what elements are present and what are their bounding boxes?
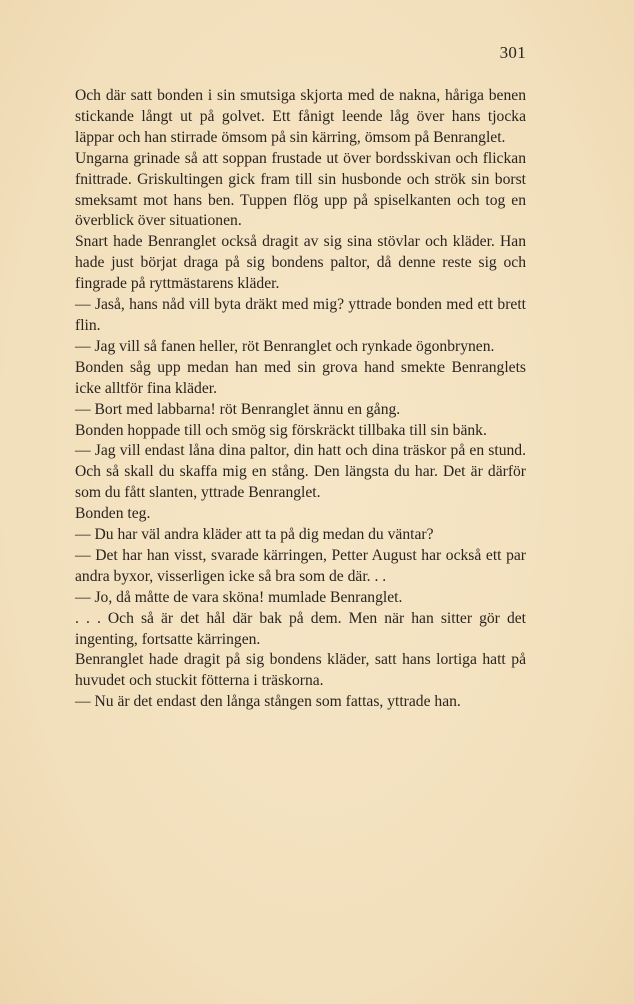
paragraph: Ungarna grinade så att soppan frustade ut över bordsskivan och flickan fnittrade. Griskultingen gick fram till sin husbonde och strök sin borst smeksamt mot hans ben. Tuppen flög upp på spiselkanten och tog en överblick över situationen. (75, 149, 526, 230)
page-number: 301 (499, 43, 526, 62)
paragraph: — Bort med labbarna! röt Benranglet ännu en gång. (75, 400, 401, 418)
paragraph: Snart hade Benranglet också dragit av sig sina stövlar och kläder. Han hade just börjat draga på sig bondens paltor, då denne reste sig och fingrade på ryttmästarens kläder. (75, 233, 526, 293)
paragraph: Bonden teg. (75, 505, 151, 523)
paragraph: — Jo, då måtte de vara sköna! mumlade Benranglet. (75, 588, 403, 606)
body-text (75, 86, 526, 713)
paragraph: — Det har han visst, svarade kärringen, Petter August har också ett par andra byxor, visserligen icke så bra som de där. . . (75, 546, 526, 585)
paragraph: — Jag vill endast låna dina paltor, din hatt och dina träskor på en stund. Och så skall du skaffa mig en stång. Den längsta du har. Det är därför som du fått slanten, yttrade Benranglet. (75, 442, 526, 502)
paragraph: — Du har väl andra kläder att ta på dig medan du väntar? (75, 526, 434, 544)
paragraph: — Jag vill så fanen heller, röt Benranglet och rynkade ögonbrynen. (75, 337, 495, 355)
paragraph: . . . Och så är det hål där bak på dem. Men när han sitter gör det ingenting, fortsatte kärringen. (75, 609, 526, 648)
paragraph: Och där satt bonden i sin smutsiga skjorta med de nakna, håriga benen stickande långt ut på golvet. Ett fånigt leende låg över hans tjocka läppar och han stirrade ömsom på sin kärring, ömsom på Benranglet. (75, 87, 526, 146)
paragraph: Benranglet hade dragit på sig bondens kläder, satt hans lortiga hatt på huvudet och stuckit fötterna i träskorna. (75, 651, 526, 690)
paragraph: — Jaså, hans nåd vill byta dräkt med mig? yttrade bonden med ett brett flin. (75, 296, 526, 334)
paragraph: Bonden såg upp medan han med sin grova hand smekte Benranglets icke alltför fina kläder. (75, 358, 526, 397)
paragraph: — Nu är det endast den långa stången som fattas, yttrade han. (75, 693, 461, 711)
paragraph: Bonden hoppade till och smög sig förskräckt tillbaka till sin bänk. (75, 421, 487, 439)
